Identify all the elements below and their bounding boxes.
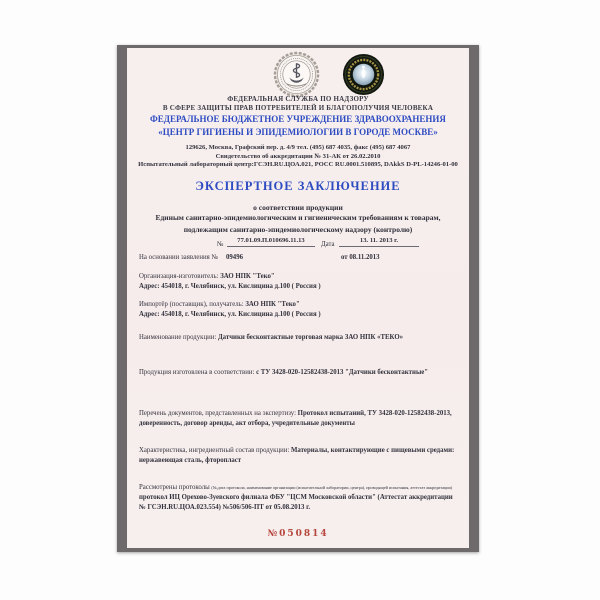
application-date-value: от 08.11.2013 — [341, 254, 380, 261]
importer-row — [139, 300, 457, 310]
protocols-row — [139, 483, 457, 513]
importer-label: Импортёр (поставщик), получатель: — [139, 301, 246, 308]
title-subline-3: подлежащим санитарно-эпидемиологическому надзору (контролю) — [183, 225, 413, 234]
documents-label: Перечень документов, представленных на экспертизу: — [139, 410, 298, 417]
product-row — [139, 333, 457, 343]
agency-name-line2: В СФЕРЕ ЗАЩИТЫ ПРАВ ПОТРЕБИТЕЛЕЙ И БЛАГОПОЛУЧИЯ ЧЕЛОВЕКА — [162, 104, 434, 112]
blank-serial-stamp: №050814 — [267, 529, 329, 539]
made-label: Продукция изготовлена в соответствии: — [139, 369, 257, 376]
registration-date-value: 13. 11. 2013 г. — [339, 237, 419, 247]
documents-row — [139, 409, 457, 429]
number-label: № — [217, 241, 224, 248]
manufacturer-row — [139, 272, 457, 282]
importer-address: Адрес: 454018, г. Челябинск, ул. Кислицина д.100 ( Россия ) — [139, 310, 321, 318]
made-value: с ТУ 3428-020-12582438-2013 "Датчики бесконтактные" — [256, 369, 429, 376]
manufacturer-address: Адрес: 454018, г. Челябинск, ул. Кислицина д.100 ( Россия ) — [139, 282, 321, 290]
document-title: ЭКСПЕРТНОЕ ЗАКЛЮЧЕНИЕ — [195, 179, 401, 193]
protocols-label: Рассмотрены протоколы — [139, 484, 212, 491]
manufacturer-label: Организация-изготовитель: — [139, 273, 221, 280]
protocols-note: (№,дата протокола, наименование организации (испытательной лаборатории, центра), проводящей испытания, аттестат аккредитации) — [211, 485, 453, 490]
protocols-value: протокол ИЦ Орехово-Зуевского филиала ФБУ "ЦСМ Московской области" (Аттестат аккредитации № ГСЭН.RU.ЦОА.023.554) №506/506-ПТ от 05.08.2013 г. — [139, 494, 453, 511]
made-in-accordance-row — [139, 368, 457, 378]
characteristics-label: Характеристика, ингредиентный состав продукции: — [139, 447, 291, 454]
org-name-line1: ФЕДЕРАЛЬНОЕ БЮДЖЕТНОЕ УЧРЕЖДЕНИЕ ЗДРАВООХРАНЕНИЯ — [150, 114, 446, 124]
application-number-value: 09496 — [226, 254, 243, 261]
accreditation-line: Свидетельство об аккредитации № 31-АК от 26.02.2010 — [215, 152, 381, 160]
org-name-line2: «ЦЕНТР ГИГИЕНЫ И ЭПИДЕМИОЛОГИИ В ГОРОДЕ МОСКВЕ» — [158, 127, 438, 137]
date-label: Дата — [321, 241, 335, 248]
registration-number-value: 77.01.09.П.010696.11.13 — [227, 237, 315, 247]
title-subline-2: Единым санитарно-эпидемиологическим и гигиеническим требованиям к товарам, — [155, 213, 441, 222]
characteristics-row — [139, 446, 457, 466]
org-address-line: 129626, Москва, Графский пер. д. 4/9 тел. (495) 687 4035, факс (495) 687 4067 — [185, 144, 411, 151]
agency-name-line1: ФЕДЕРАЛЬНАЯ СЛУЖБА ПО НАДЗОРУ — [227, 95, 369, 103]
application-label: На основании заявления № — [139, 254, 218, 261]
dark-round-medal-icon — [342, 53, 385, 96]
product-value: Датчики бесконтактные торговая марка ЗАО НПК «ТЕКО» — [217, 334, 403, 341]
document-scan-frame — [117, 45, 479, 552]
manufacturer-value: ЗАО НПК "Теко" — [220, 273, 275, 280]
rospotrebnadzor-seal-icon — [273, 51, 320, 98]
lab-center-line: Испытательный лабораторный центр:ГСЭН.RU.ЦОА.021, РОСС RU.0001.510895, DAkkS D-PL-14246-01-00 — [138, 161, 458, 168]
certificate-page — [127, 48, 469, 548]
product-label: Наименование продукции: — [139, 334, 218, 341]
characteristics-value: Материалы, контактирующие с пищевыми средами: нержавеющая сталь, фторопласт — [139, 447, 455, 464]
documents-value: Протокол испытаний, ТУ 3428-020-12582438-2013, доверенность, договор аренды, акт отбора, учредительные документы — [139, 410, 452, 427]
title-subline-1: о соответствии продукции — [253, 203, 343, 212]
importer-value: ЗАО НПК "Теко" — [245, 301, 300, 308]
